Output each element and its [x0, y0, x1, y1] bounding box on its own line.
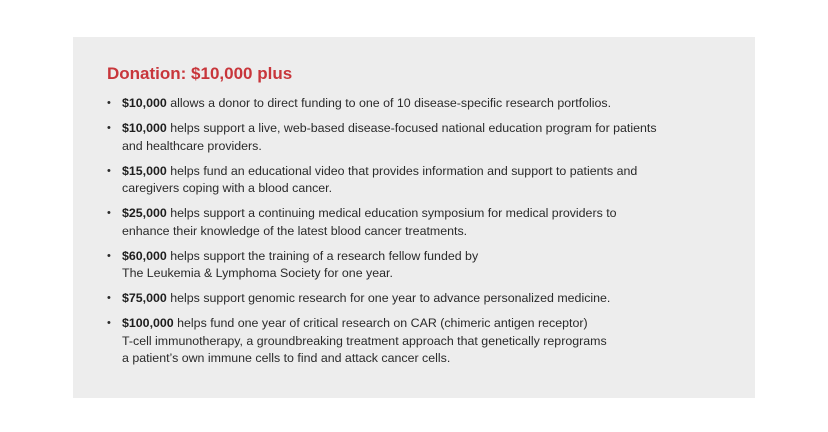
donation-amount: $100,000 — [122, 316, 174, 330]
item-text: a patient’s own immune cells to find and attack cancer cells. — [122, 351, 451, 365]
item-text: caregivers coping with a blood cancer. — [122, 181, 333, 195]
item-text: T-cell immunotherapy, a groundbreaking treatment approach that genetically reprograms — [122, 333, 607, 348]
item-text: helps support a continuing medical education symposium for medical providers to — [170, 206, 617, 220]
bullet-icon: • — [107, 164, 111, 177]
item-text: helps fund one year of critical research on CAR (chimeric antigen receptor) — [177, 316, 588, 330]
donation-amount: $75,000 — [122, 291, 167, 305]
list-item — [107, 205, 725, 240]
list-item — [107, 248, 725, 283]
list-item — [107, 290, 725, 308]
donation-panel — [73, 37, 755, 398]
item-text: enhance their knowledge of the latest blood cancer treatments. — [122, 223, 468, 238]
donation-heading: Donation: $10,000 plus — [107, 64, 293, 83]
donation-amount: $10,000 — [122, 96, 167, 110]
item-text: helps support a live, web-based disease-focused national education program for patients — [170, 121, 657, 135]
item-text: allows a donor to direct funding to one of 10 disease-specific research portfolios. — [170, 96, 612, 110]
list-item — [107, 315, 725, 368]
item-line-first — [122, 248, 725, 266]
bullet-icon: • — [107, 249, 111, 262]
bullet-icon: • — [107, 207, 111, 219]
list-item — [107, 95, 725, 113]
item-text: helps support genomic research for one year to advance personalized medicine. — [170, 291, 611, 305]
item-line-first — [122, 163, 725, 181]
bullet-icon: • — [107, 97, 111, 109]
donation-amount: $15,000 — [122, 163, 167, 178]
bullet-icon: • — [107, 292, 111, 304]
item-text: helps support the training of a research fellow funded by — [170, 248, 479, 263]
bullet-icon: • — [107, 317, 111, 329]
item-line-first — [122, 315, 725, 333]
item-text: helps fund an educational video that provides information and support to patients and — [170, 163, 638, 178]
item-line-first — [122, 290, 725, 308]
bullet-icon: • — [107, 122, 111, 134]
donation-list — [107, 95, 725, 368]
donation-amount: $60,000 — [122, 248, 167, 263]
donation-amount: $10,000 — [122, 121, 167, 135]
item-text: The Leukemia & Lymphoma Society for one year. — [122, 266, 393, 280]
item-line-first — [122, 205, 725, 223]
list-item — [107, 163, 725, 198]
list-item — [107, 120, 725, 155]
donation-amount: $25,000 — [122, 206, 167, 220]
item-line-first — [122, 95, 725, 113]
item-text: and healthcare providers. — [122, 138, 262, 153]
item-line-first — [122, 120, 725, 138]
